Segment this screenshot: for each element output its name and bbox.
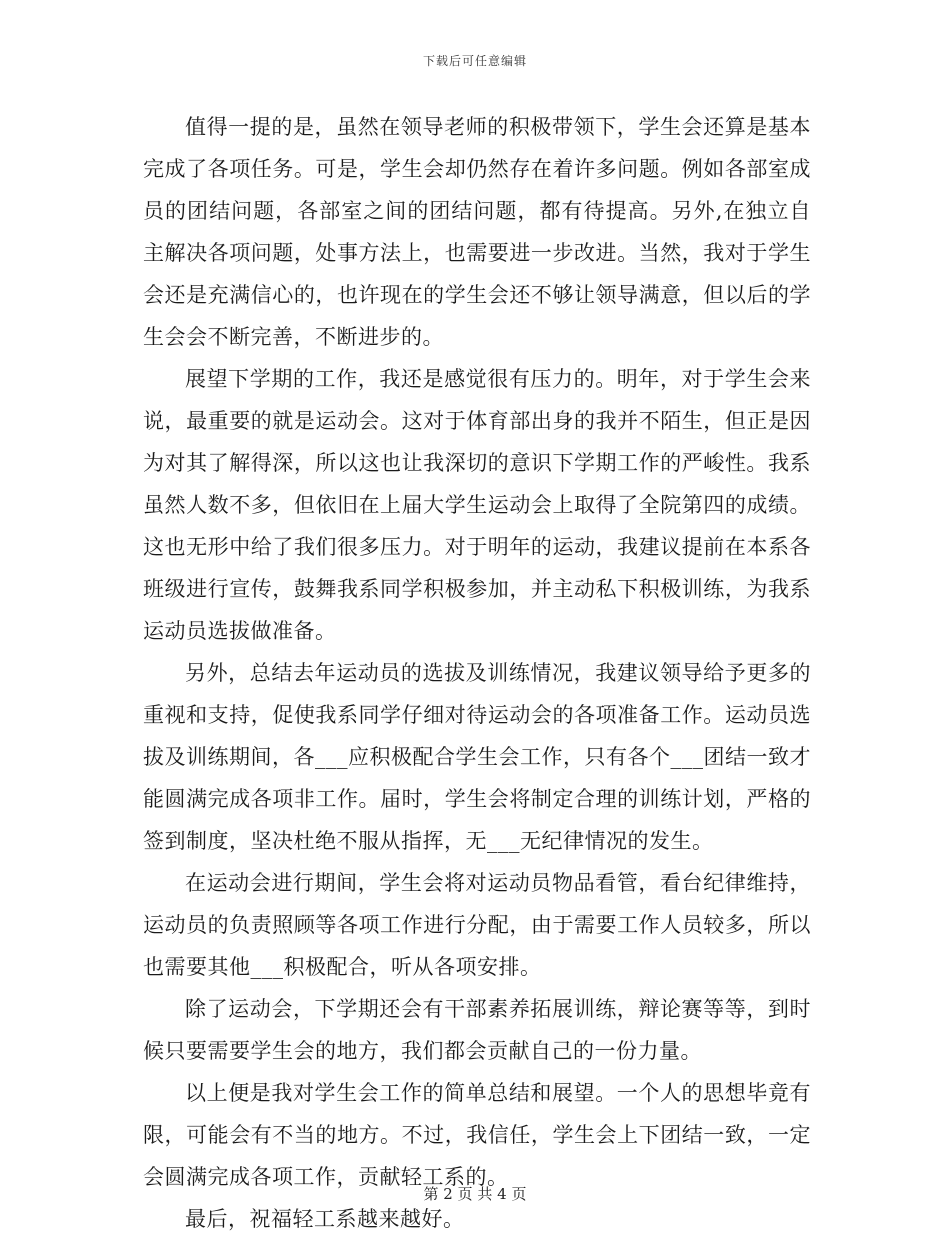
paragraph-3: 另外，总结去年运动员的选拔及训练情况，我建议领导给予更多的重视和支持，促使我系同学仔细对待运动会的各项准备工作。运动员选拔及训练期间，各___应积极配合学生会工作，只有各个___团结一致才能圆满完成各项非工作。届时，学生会将制定合理的训练计划，严格的签到制度，坚决杜绝不服从指挥，无___无纪律情况的发生。 xyxy=(143,661,811,853)
page-header: 下载后可任意编辑 xyxy=(422,54,527,68)
paragraph-1: 值得一提的是，虽然在领导老师的积极带领下，学生会还算是基本完成了各项任务。可是，学生会却仍然存在着许多问题。例如各部室成员的团结问题，各部室之间的团结问题，都有待提高。另外,在独立自主解决各项问题，处事方法上，也需要进一步改进。当然，我对于学生会还是充满信心的，也许现在的学生会还不够让领导满意，但以后的学生会会不断完善，不断进步的。 xyxy=(143,115,811,349)
page-number-footer: 第 2 页 共 4 页 xyxy=(423,1185,527,1203)
paragraph-6: 以上便是我对学生会工作的简单总结和展望。一个人的思想毕竟有限，可能会有不当的地方。不过，我信任，学生会上下团结一致，一定会圆满完成各项工作，贡献轻工系的。 xyxy=(143,1081,811,1189)
paragraph-2: 展望下学期的工作，我还是感觉很有压力的。明年，对于学生会来说，最重要的就是运动会。这对于体育部出身的我并不陌生，但正是因为对其了解得深，所以这也让我深切的意识下学期工作的严峻性。我系虽然人数不多，但依旧在上届大学生运动会上取得了全院第四的成绩。这也无形中给了我们很多压力。对于明年的运动，我建议提前在本系各班级进行宣传，鼓舞我系同学积极参加，并主动私下积极训练，为我系运动员选拔做准备。 xyxy=(143,367,811,643)
paragraph-5: 除了运动会，下学期还会有干部素养拓展训练，辩论赛等等，到时候只要需要学生会的地方，我们都会贡献自己的一份力量。 xyxy=(143,997,811,1063)
document-body xyxy=(143,106,811,1240)
paragraph-7: 最后，祝福轻工系越来越好。 xyxy=(185,1207,465,1231)
paragraph-4: 在运动会进行期间，学生会将对运动员物品看管，看台纪律维持，运动员的负责照顾等各项工作进行分配，由于需要工作人员较多，所以也需要其他___积极配合，听从各项安排。 xyxy=(143,871,811,979)
